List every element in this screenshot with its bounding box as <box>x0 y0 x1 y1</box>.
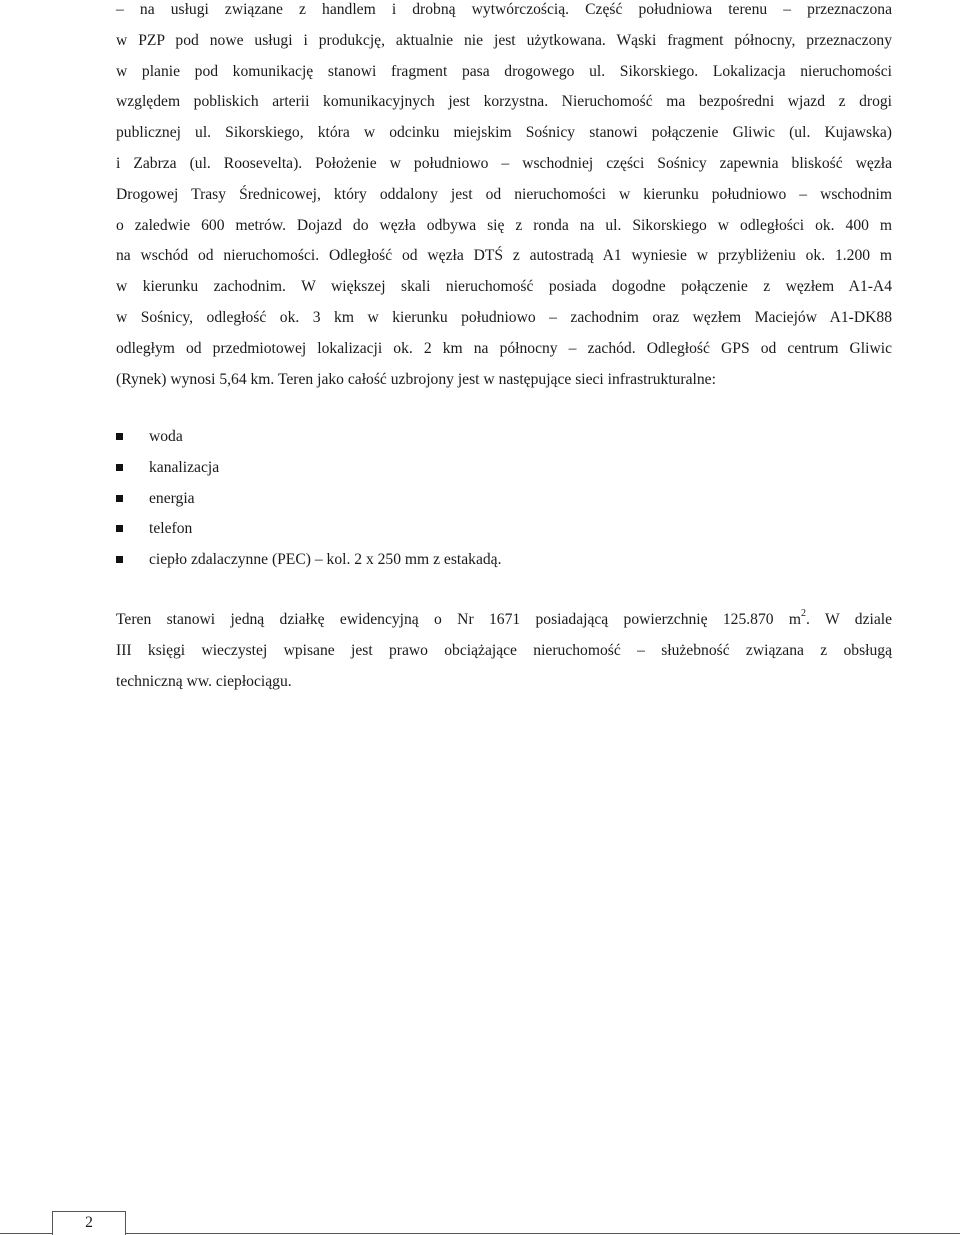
text-line: – na usługi związane z handlem i drobną wytwórczością. Część południowa terenu – przeznaczona <box>116 1 892 18</box>
square-bullet-icon <box>116 525 123 532</box>
footer-rule <box>126 1233 960 1234</box>
list-item <box>116 514 501 545</box>
text-line <box>116 605 892 636</box>
text-line: w planie pod komunikację stanowi fragment pasa drogowego ul. Sikorskiego. Lokalizacja nieruchomości <box>116 62 892 80</box>
text-line: odległym od przedmiotowej lokalizacji ok. 2 km na północny – zachód. Odległość GPS od centrum Gliwic <box>116 339 892 357</box>
list-item <box>116 484 501 515</box>
list-item-label: ciepło zdalaczynne (PEC) – kol. 2 x 250 mm z estakadą. <box>149 551 502 569</box>
text-segment: . W dziale <box>806 611 892 628</box>
text-line: względem pobliskich arterii komunikacyjnych jest korzystna. Nieruchomość ma bezpośredni wjazd z drogi <box>116 93 892 111</box>
text-line: w Sośnicy, odległość ok. 3 km w kierunku południowo – zachodnim oraz węzłem Maciejów A1-DK88 <box>116 308 892 326</box>
text-line: w kierunku zachodnim. W większej skali nieruchomość posiada dogodne połączenie z węzłem A1-A4 <box>116 278 892 296</box>
page-number: 2 <box>85 1214 93 1231</box>
text-line: publicznej ul. Sikorskiego, która w odcinku miejskim Sośnicy stanowi połączenie Gliwic (ul. Kujawska) <box>116 124 892 142</box>
location-paragraph <box>116 0 892 395</box>
text-line: (Rynek) wynosi 5,64 km. Teren jako całość uzbrojony jest w następujące sieci infrastrukturalne: <box>116 370 716 388</box>
text-line: techniczną ww. ciepłociągu. <box>116 672 292 690</box>
list-item <box>116 453 501 484</box>
list-item <box>116 545 501 576</box>
square-bullet-icon <box>116 556 123 563</box>
list-item <box>116 422 501 453</box>
text-line: w PZP pod nowe usługi i produkcję, aktualnie nie jest użytkowana. Wąski fragment północny, przeznaczony <box>116 31 892 49</box>
text-line: Drogowej Trasy Średnicowej, który oddalony jest od nieruchomości w kierunku południowo – wschodnim <box>116 185 892 203</box>
superscript: 2 <box>801 607 807 619</box>
text-line: o zaledwie 600 metrów. Dojazd do węzła odbywa się z ronda na ul. Sikorskiego w odległości ok. 400 m <box>116 216 892 234</box>
square-bullet-icon <box>116 495 123 502</box>
text-segment: Teren stanowi jedną działkę ewidencyjną o Nr 1671 posiadającą powierzchnię 125.870 m <box>116 611 802 628</box>
text-line: na wschód od nieruchomości. Odległość od węzła DTŚ z autostradą A1 wyniesie w przybliżeniu ok. 1.200 m <box>116 247 892 265</box>
square-bullet-icon <box>116 433 123 440</box>
footer-rule <box>0 1233 52 1234</box>
parcel-paragraph <box>116 605 892 697</box>
list-item-label: telefon <box>149 520 193 538</box>
text-line: III księgi wieczystej wpisane jest prawo obciążające nieruchomość – służebność związana z obsługą <box>116 641 892 659</box>
list-item-label: kanalizacja <box>149 458 220 476</box>
infrastructure-list <box>116 422 501 576</box>
list-item-label: woda <box>149 428 183 445</box>
document-page <box>116 0 892 690</box>
square-bullet-icon <box>116 464 123 471</box>
list-item-label: energia <box>149 489 195 507</box>
text-line: i Zabrza (ul. Roosevelta). Położenie w południowo – wschodniej części Sośnicy zapewnia bliskość węzła <box>116 154 892 172</box>
